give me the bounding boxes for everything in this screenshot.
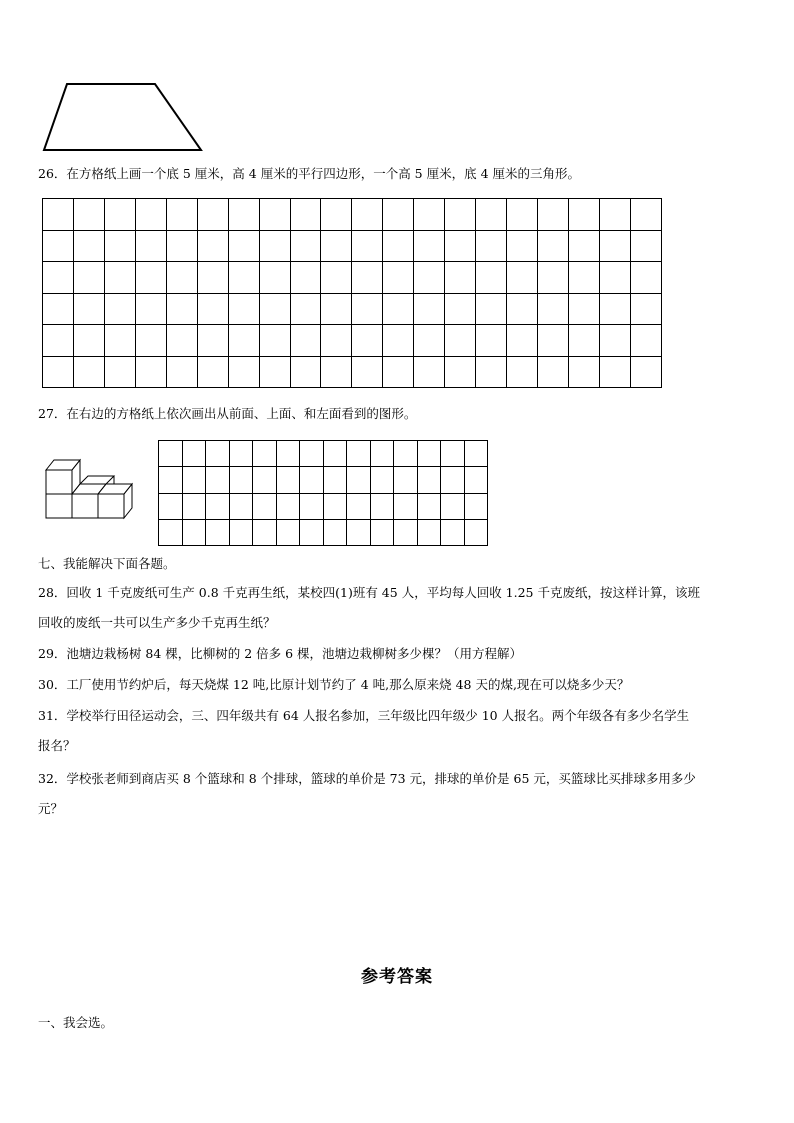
grid-cell[interactable] <box>166 262 197 294</box>
grid-cell[interactable] <box>414 230 445 262</box>
grid-cell[interactable] <box>290 199 321 231</box>
grid-cell[interactable] <box>229 441 253 467</box>
grid-cell[interactable] <box>347 441 371 467</box>
grid-cell[interactable] <box>476 356 507 388</box>
grid-cell[interactable] <box>321 293 352 325</box>
grid-cell[interactable] <box>104 325 135 357</box>
grid-cell[interactable] <box>347 467 371 493</box>
question-31-line2: 报名？ <box>38 738 76 753</box>
grid-cell[interactable] <box>568 199 599 231</box>
grid-cell[interactable] <box>441 467 465 493</box>
grid-cell[interactable] <box>441 493 465 519</box>
grid-cell[interactable] <box>599 356 630 388</box>
grid-cell[interactable] <box>229 493 253 519</box>
grid-cell[interactable] <box>259 199 290 231</box>
grid-cell[interactable] <box>321 356 352 388</box>
grid-cell[interactable] <box>228 262 259 294</box>
grid-cell[interactable] <box>73 293 104 325</box>
grid-cell[interactable] <box>464 441 488 467</box>
grid-cell[interactable] <box>383 230 414 262</box>
grid-cell[interactable] <box>104 199 135 231</box>
grid-cell[interactable] <box>347 519 371 545</box>
grid-cell[interactable] <box>370 519 394 545</box>
grid-cell[interactable] <box>445 293 476 325</box>
grid-cell[interactable] <box>228 325 259 357</box>
grid-cell[interactable] <box>290 262 321 294</box>
grid-cell[interactable] <box>417 493 441 519</box>
grid-cell[interactable] <box>507 199 538 231</box>
grid-cell[interactable] <box>73 262 104 294</box>
trapezoid-figure <box>40 80 210 154</box>
grid-cell[interactable] <box>417 467 441 493</box>
grid-cell[interactable] <box>276 467 300 493</box>
grid-cell[interactable] <box>352 199 383 231</box>
grid-cell[interactable] <box>476 262 507 294</box>
grid-cell[interactable] <box>568 325 599 357</box>
grid-cell[interactable] <box>228 293 259 325</box>
grid-cell[interactable] <box>538 325 569 357</box>
grid-cell[interactable] <box>414 262 445 294</box>
grid-cell[interactable] <box>43 262 74 294</box>
grid-cell[interactable] <box>197 356 228 388</box>
grid-cell[interactable] <box>599 293 630 325</box>
grid-cell[interactable] <box>259 325 290 357</box>
question-28-line1: 28．回收 1 千克废纸可生产 0.8 千克再生纸，某校四(1)班有 45 人，平均每人回收 1.25 千克废纸，按这样计算，该班 <box>38 585 700 600</box>
grid-cell[interactable] <box>43 325 74 357</box>
grid-cell[interactable] <box>73 199 104 231</box>
grid-cell[interactable] <box>321 325 352 357</box>
grid-cell[interactable] <box>290 293 321 325</box>
grid-cell[interactable] <box>538 356 569 388</box>
grid-cell[interactable] <box>197 230 228 262</box>
grid-paper-27[interactable] <box>158 440 488 546</box>
grid-cell[interactable] <box>383 356 414 388</box>
grid-cell[interactable] <box>290 325 321 357</box>
grid-row <box>43 293 662 325</box>
grid-cell[interactable] <box>166 230 197 262</box>
grid-cell[interactable] <box>445 199 476 231</box>
grid-cell[interactable] <box>352 230 383 262</box>
grid-cell[interactable] <box>630 199 661 231</box>
grid-cell[interactable] <box>253 467 277 493</box>
grid-cell[interactable] <box>104 230 135 262</box>
grid-cell[interactable] <box>630 325 661 357</box>
answers-title: 参考答案 <box>361 967 433 987</box>
grid-cell[interactable] <box>135 230 166 262</box>
grid-cell[interactable] <box>276 441 300 467</box>
grid-cell[interactable] <box>135 356 166 388</box>
grid-row <box>43 199 662 231</box>
grid-cell[interactable] <box>414 199 445 231</box>
grid-cell[interactable] <box>259 230 290 262</box>
grid-cell[interactable] <box>159 493 183 519</box>
grid-cell[interactable] <box>599 230 630 262</box>
grid-cell[interactable] <box>166 325 197 357</box>
grid-cell[interactable] <box>464 467 488 493</box>
grid-cell[interactable] <box>394 519 418 545</box>
grid-cell[interactable] <box>182 493 206 519</box>
question-26: 26．在方格纸上画一个底 5 厘米，高 4 厘米的平行四边形，一个高 5 厘米，底 4 厘米的三角形。 <box>38 166 581 181</box>
grid-paper-26[interactable] <box>42 198 662 388</box>
grid-cell[interactable] <box>300 467 324 493</box>
grid-cell[interactable] <box>476 325 507 357</box>
grid-cell[interactable] <box>383 325 414 357</box>
grid-cell[interactable] <box>464 519 488 545</box>
grid-cell[interactable] <box>206 441 230 467</box>
grid-cell[interactable] <box>73 325 104 357</box>
grid-cell[interactable] <box>197 199 228 231</box>
grid-cell[interactable] <box>321 230 352 262</box>
grid-cell[interactable] <box>476 199 507 231</box>
grid-cell[interactable] <box>370 467 394 493</box>
grid-cell[interactable] <box>276 493 300 519</box>
grid-cell[interactable] <box>290 230 321 262</box>
grid-cell[interactable] <box>166 199 197 231</box>
grid-row <box>43 356 662 388</box>
grid-cell[interactable] <box>259 262 290 294</box>
grid-cell[interactable] <box>276 519 300 545</box>
grid-cell[interactable] <box>417 441 441 467</box>
grid-cell[interactable] <box>259 356 290 388</box>
grid-cell[interactable] <box>300 493 324 519</box>
grid-cell[interactable] <box>182 441 206 467</box>
grid-cell[interactable] <box>323 467 347 493</box>
grid-cell[interactable] <box>253 519 277 545</box>
grid-cell[interactable] <box>394 441 418 467</box>
grid-cell[interactable] <box>417 519 441 545</box>
grid-row <box>43 262 662 294</box>
grid-cell[interactable] <box>476 230 507 262</box>
grid-cell[interactable] <box>43 230 74 262</box>
grid-cell[interactable] <box>43 293 74 325</box>
grid-row <box>159 519 488 545</box>
grid-cell[interactable] <box>538 199 569 231</box>
grid-cell[interactable] <box>166 293 197 325</box>
grid-cell[interactable] <box>445 356 476 388</box>
grid-cell[interactable] <box>347 493 371 519</box>
grid-cell[interactable] <box>538 230 569 262</box>
grid-cell[interactable] <box>104 262 135 294</box>
grid-cell[interactable] <box>568 262 599 294</box>
grid-cell[interactable] <box>383 262 414 294</box>
grid-cell[interactable] <box>414 325 445 357</box>
question-28-line2: 回收的废纸一共可以生产多少千克再生纸？ <box>38 615 276 630</box>
grid-cell[interactable] <box>370 493 394 519</box>
grid-cell[interactable] <box>441 519 465 545</box>
grid-cell[interactable] <box>104 293 135 325</box>
grid-cell[interactable] <box>394 467 418 493</box>
grid-row <box>43 230 662 262</box>
grid-cell[interactable] <box>370 441 394 467</box>
grid-cell[interactable] <box>445 325 476 357</box>
grid-cell[interactable] <box>323 441 347 467</box>
grid-row <box>159 441 488 467</box>
cube-stack-figure <box>42 454 138 522</box>
grid-cell[interactable] <box>135 325 166 357</box>
grid-cell[interactable] <box>476 293 507 325</box>
grid-cell[interactable] <box>229 467 253 493</box>
grid-cell[interactable] <box>394 493 418 519</box>
grid-cell[interactable] <box>159 441 183 467</box>
grid-cell[interactable] <box>445 262 476 294</box>
grid-cell[interactable] <box>441 441 465 467</box>
grid-cell[interactable] <box>464 493 488 519</box>
question-32-line1: 32．学校张老师到商店买 8 个篮球和 8 个排球，篮球的单价是 73 元，排球的单价是 65 元，买篮球比买排球多用多少 <box>38 771 696 786</box>
grid-cell[interactable] <box>197 262 228 294</box>
grid-cell[interactable] <box>73 356 104 388</box>
grid-cell[interactable] <box>290 356 321 388</box>
grid-cell[interactable] <box>599 262 630 294</box>
grid-cell[interactable] <box>228 230 259 262</box>
grid-cell[interactable] <box>445 230 476 262</box>
grid-cell[interactable] <box>166 356 197 388</box>
grid-cell[interactable] <box>253 493 277 519</box>
grid-cell[interactable] <box>507 325 538 357</box>
grid-cell[interactable] <box>352 325 383 357</box>
question-27: 27．在右边的方格纸上依次画出从前面、上面、和左面看到的图形。 <box>38 406 417 421</box>
grid-cell[interactable] <box>352 293 383 325</box>
grid-cell[interactable] <box>43 356 74 388</box>
grid-cell[interactable] <box>599 199 630 231</box>
grid-cell[interactable] <box>321 262 352 294</box>
grid-cell[interactable] <box>538 262 569 294</box>
answers-section-1: 一、我会选。 <box>38 1015 114 1030</box>
grid-cell[interactable] <box>414 293 445 325</box>
grid-cell[interactable] <box>630 230 661 262</box>
grid-cell[interactable] <box>300 441 324 467</box>
grid-row <box>159 467 488 493</box>
grid-cell[interactable] <box>228 199 259 231</box>
grid-cell[interactable] <box>321 199 352 231</box>
grid-cell[interactable] <box>135 293 166 325</box>
grid-cell[interactable] <box>135 199 166 231</box>
grid-cell[interactable] <box>599 325 630 357</box>
grid-cell[interactable] <box>507 262 538 294</box>
grid-cell[interactable] <box>507 230 538 262</box>
grid-cell[interactable] <box>383 199 414 231</box>
grid-cell[interactable] <box>206 493 230 519</box>
section-7-heading: 七、我能解决下面各题。 <box>38 556 176 571</box>
grid-cell[interactable] <box>182 519 206 545</box>
grid-cell[interactable] <box>253 441 277 467</box>
grid-cell[interactable] <box>206 519 230 545</box>
grid-cell[interactable] <box>300 519 324 545</box>
grid-cell[interactable] <box>159 467 183 493</box>
grid-cell[interactable] <box>229 519 253 545</box>
grid-cell[interactable] <box>414 356 445 388</box>
question-29: 29．池塘边栽杨树 84 棵，比柳树的 2 倍多 6 棵，池塘边栽柳树多少棵？（用方程解） <box>38 646 523 661</box>
grid-cell[interactable] <box>630 262 661 294</box>
grid-row <box>43 325 662 357</box>
grid-cell[interactable] <box>352 262 383 294</box>
grid-cell[interactable] <box>507 356 538 388</box>
grid-cell[interactable] <box>228 356 259 388</box>
grid-cell[interactable] <box>206 467 230 493</box>
grid-cell[interactable] <box>159 519 183 545</box>
grid-cell[interactable] <box>630 356 661 388</box>
grid-row <box>159 493 488 519</box>
grid-cell[interactable] <box>323 493 347 519</box>
grid-cell[interactable] <box>630 293 661 325</box>
grid-cell[interactable] <box>568 356 599 388</box>
grid-cell[interactable] <box>323 519 347 545</box>
grid-cell[interactable] <box>568 230 599 262</box>
grid-cell[interactable] <box>383 293 414 325</box>
question-30: 30．工厂使用节约炉后，每天烧煤 12 吨,比原计划节约了 4 吨,那么原来烧 48 天的煤,现在可以烧多少天？ <box>38 677 630 692</box>
grid-cell[interactable] <box>135 262 166 294</box>
question-32-line2: 元？ <box>38 801 64 816</box>
grid-cell[interactable] <box>104 356 135 388</box>
grid-cell[interactable] <box>507 293 538 325</box>
grid-cell[interactable] <box>538 293 569 325</box>
grid-cell[interactable] <box>197 325 228 357</box>
grid-cell[interactable] <box>43 199 74 231</box>
grid-cell[interactable] <box>182 467 206 493</box>
grid-cell[interactable] <box>73 230 104 262</box>
grid-cell[interactable] <box>352 356 383 388</box>
question-31-line1: 31．学校举行田径运动会，三、四年级共有 64 人报名参加，三年级比四年级少 10 人报名。两个年级各有多少名学生 <box>38 708 690 723</box>
grid-cell[interactable] <box>197 293 228 325</box>
grid-cell[interactable] <box>568 293 599 325</box>
grid-cell[interactable] <box>259 293 290 325</box>
